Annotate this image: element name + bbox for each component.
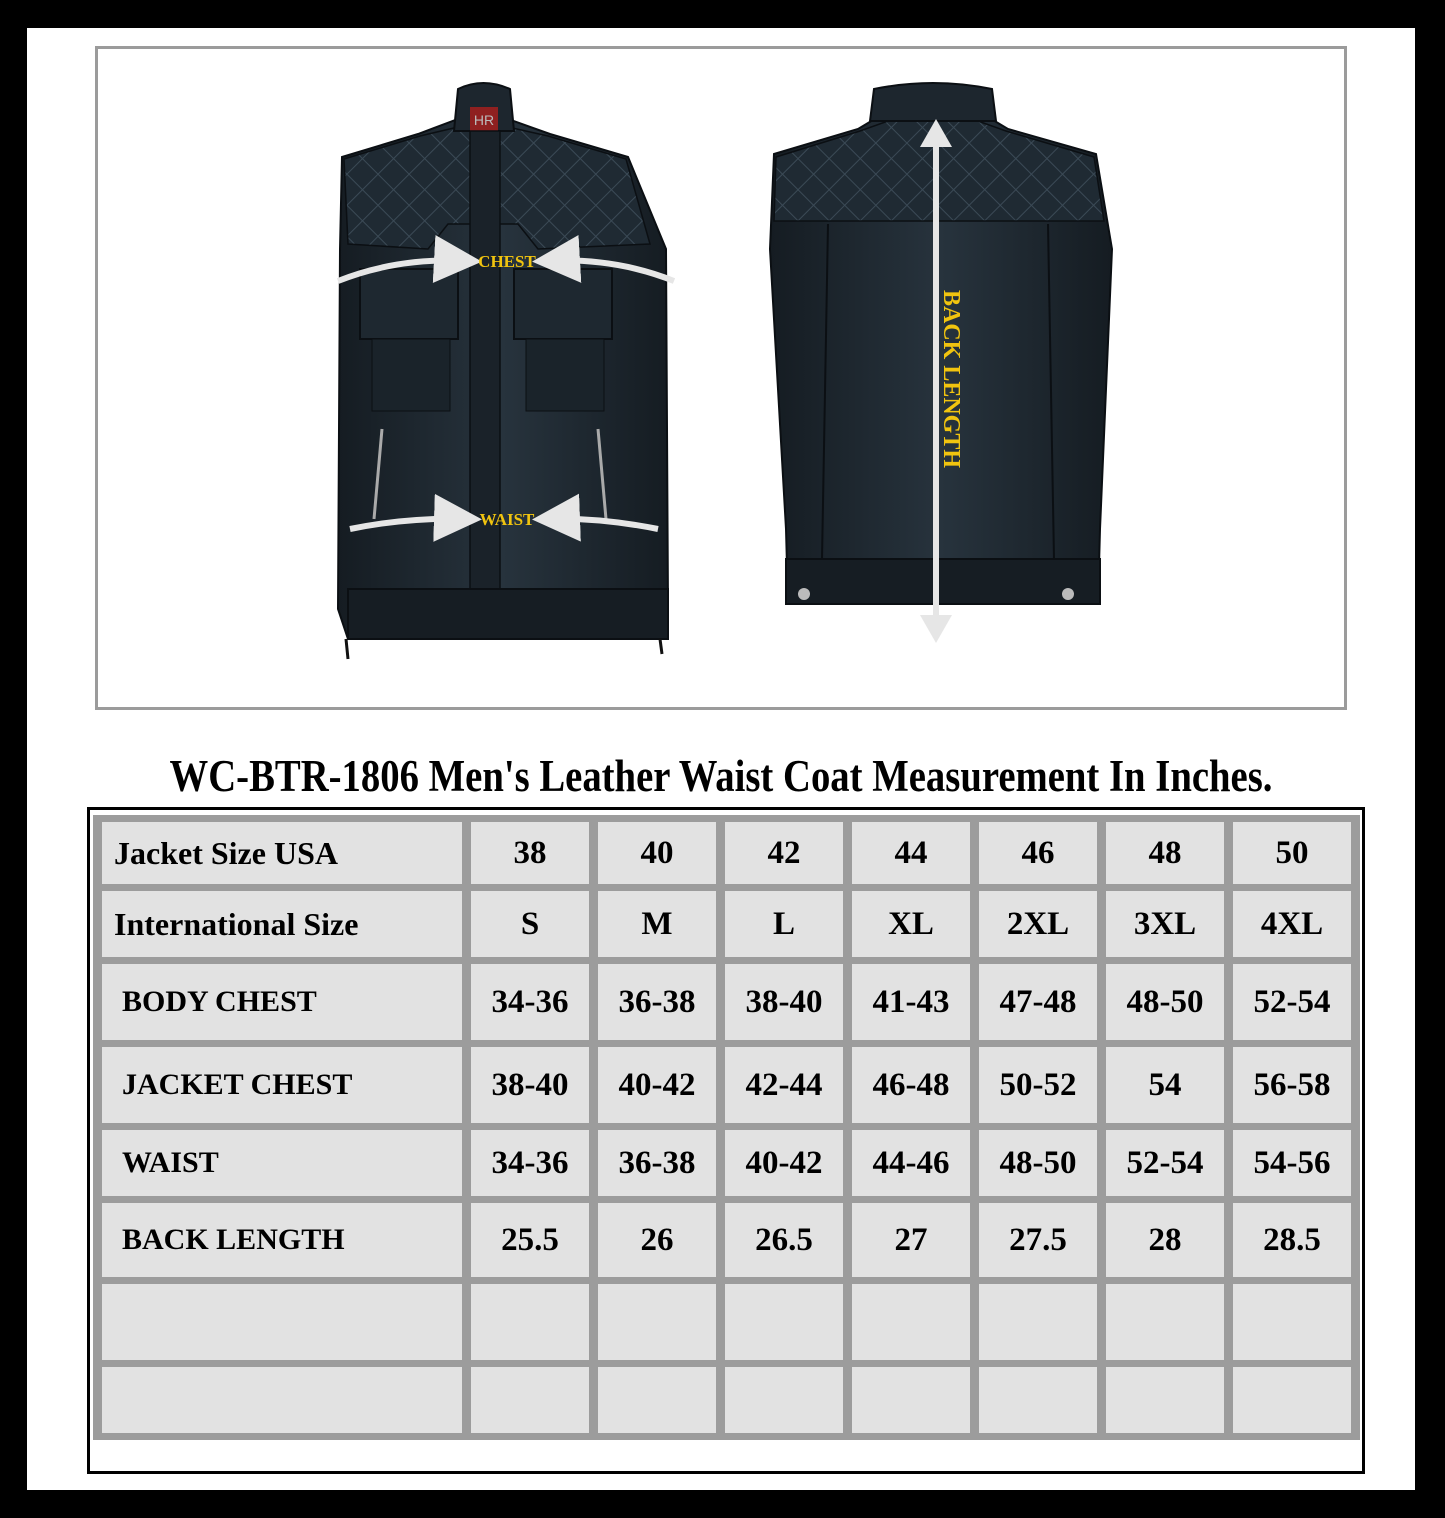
row-label: [102, 1284, 462, 1360]
page: [27, 28, 1415, 1490]
table-cell: 50: [1233, 822, 1351, 884]
brand-mark: HR: [473, 112, 495, 128]
table-row: [102, 964, 1351, 1040]
table-cell: 4XL: [1233, 891, 1351, 957]
row-label: International Size: [102, 891, 462, 957]
back-length-label: BACK LENGTH: [938, 289, 964, 469]
table-cell: [852, 1284, 970, 1360]
table-cell: 34-36: [471, 964, 589, 1040]
table-cell: S: [471, 891, 589, 957]
row-label: WAIST: [102, 1130, 462, 1196]
table-cell: [598, 1367, 716, 1433]
row-label: [102, 1367, 462, 1433]
chest-label: CHEST: [478, 252, 536, 271]
table-cell: [1233, 1367, 1351, 1433]
row-label: BODY CHEST: [102, 964, 462, 1040]
table-cell: 44: [852, 822, 970, 884]
table-cell: 56-58: [1233, 1047, 1351, 1123]
table-cell: 40-42: [725, 1130, 843, 1196]
table-cell: 36-38: [598, 964, 716, 1040]
table-cell: 54: [1106, 1047, 1224, 1123]
table-cell: [725, 1367, 843, 1433]
table-row: [102, 1203, 1351, 1277]
table-cell: 36-38: [598, 1130, 716, 1196]
table-cell: 52-54: [1233, 964, 1351, 1040]
table-cell: 42-44: [725, 1047, 843, 1123]
table-cell: [1106, 1284, 1224, 1360]
size-chart-frame: [87, 807, 1365, 1474]
table-cell: [471, 1367, 589, 1433]
table-cell: [471, 1284, 589, 1360]
table-cell: M: [598, 891, 716, 957]
table-cell: 47-48: [979, 964, 1097, 1040]
table-cell: 27: [852, 1203, 970, 1277]
table-cell: 40: [598, 822, 716, 884]
table-cell: 27.5: [979, 1203, 1097, 1277]
table-cell: 42: [725, 822, 843, 884]
table-cell: 44-46: [852, 1130, 970, 1196]
chart-title: WC-BTR-1806 Men's Leather Waist Coat Measurement In Inches.: [169, 751, 1273, 801]
table-cell: 38-40: [471, 1047, 589, 1123]
table-row: [102, 1367, 1351, 1433]
front-vest: [338, 83, 674, 659]
table-cell: 26: [598, 1203, 716, 1277]
waist-label: WAIST: [479, 510, 535, 529]
table-cell: 46: [979, 822, 1097, 884]
table-cell: [598, 1284, 716, 1360]
table-cell: [725, 1284, 843, 1360]
size-chart-table: [93, 815, 1360, 1440]
table-cell: 2XL: [979, 891, 1097, 957]
back-vest: [770, 83, 1112, 643]
table-cell: 28.5: [1233, 1203, 1351, 1277]
row-label: JACKET CHEST: [102, 1047, 462, 1123]
table-row: [102, 1130, 1351, 1196]
table-row: [102, 822, 1351, 884]
table-cell: 38-40: [725, 964, 843, 1040]
table-cell: L: [725, 891, 843, 957]
table-cell: 40-42: [598, 1047, 716, 1123]
table-cell: 28: [1106, 1203, 1224, 1277]
table-cell: 48-50: [1106, 964, 1224, 1040]
row-label: BACK LENGTH: [102, 1203, 462, 1277]
table-cell: 41-43: [852, 964, 970, 1040]
table-cell: 34-36: [471, 1130, 589, 1196]
table-cell: 54-56: [1233, 1130, 1351, 1196]
table-cell: 52-54: [1106, 1130, 1224, 1196]
table-cell: 26.5: [725, 1203, 843, 1277]
table-cell: [852, 1367, 970, 1433]
table-cell: 48-50: [979, 1130, 1097, 1196]
row-label: Jacket Size USA: [102, 822, 462, 884]
table-cell: 50-52: [979, 1047, 1097, 1123]
table-cell: 48: [1106, 822, 1224, 884]
table-cell: [979, 1284, 1097, 1360]
vest-illustration: [98, 49, 1344, 707]
table-cell: 25.5: [471, 1203, 589, 1277]
table-row: [102, 1047, 1351, 1123]
table-cell: XL: [852, 891, 970, 957]
table-row: [102, 891, 1351, 957]
table-cell: [1233, 1284, 1351, 1360]
table-cell: [1106, 1367, 1224, 1433]
table-cell: 38: [471, 822, 589, 884]
table-row: [102, 1284, 1351, 1360]
table-cell: 3XL: [1106, 891, 1224, 957]
table-cell: [979, 1367, 1097, 1433]
table-cell: 46-48: [852, 1047, 970, 1123]
product-photo-frame: [95, 46, 1347, 710]
